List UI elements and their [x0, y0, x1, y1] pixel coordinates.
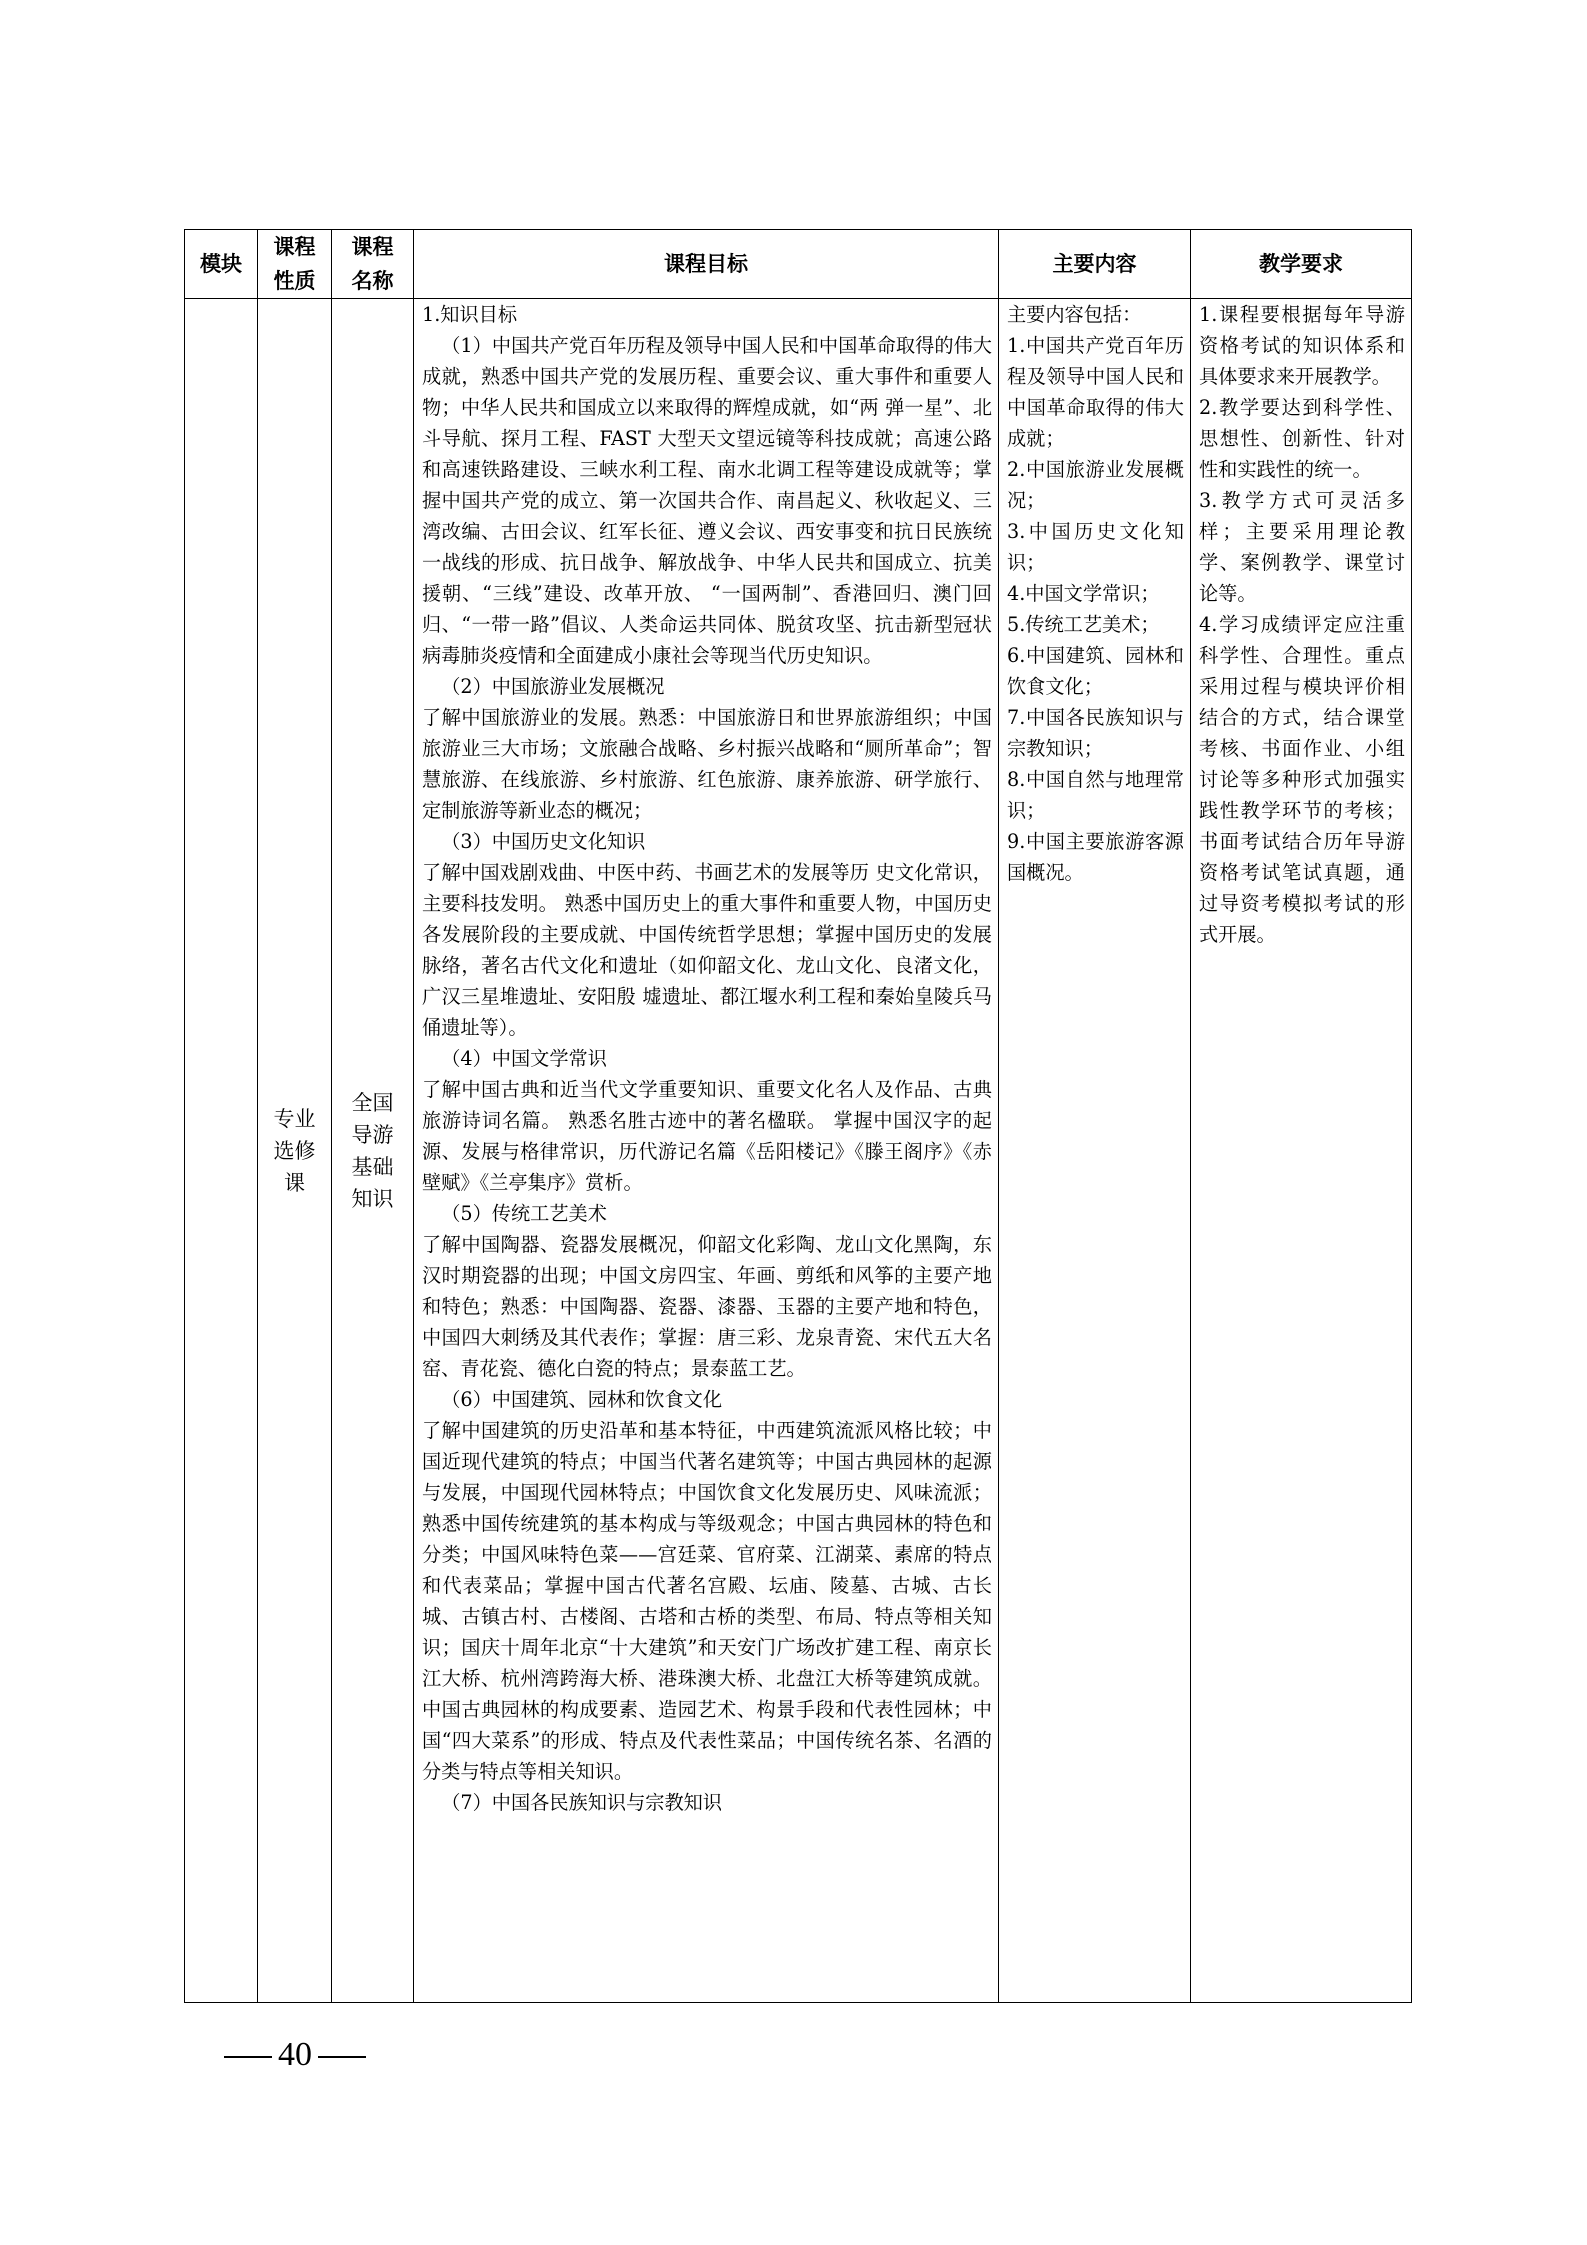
- objective-paragraph: （4）中国文学常识: [441, 1047, 607, 1070]
- objective-paragraph: 1.知识目标: [422, 303, 518, 326]
- content-item: 4.中国文学常识；: [1007, 582, 1160, 605]
- content-item: 8.中国自然与地理常识；: [1007, 768, 1184, 822]
- requirement-item: 2.教学要达到科学性、思想性、创新性、针对性和实践性的统一。: [1199, 396, 1405, 481]
- content-item: 6.中国建筑、园林和饮食文化；: [1007, 644, 1184, 698]
- requirement-item: 3.教学方式可灵活多样；主要采用理论教学、案例教学、课堂讨论等。: [1199, 489, 1405, 605]
- objective-paragraph: （3）中国历史文化知识: [441, 830, 646, 853]
- content-cell: [999, 299, 1191, 2003]
- footer-dash-left: [224, 2056, 272, 2058]
- objective-paragraph: 了解中国旅游业的发展。熟悉：中国旅游日和世界旅游组织；中国旅游业三大市场；文旅融合战略、乡村振兴战略和“厕所革命”；智慧旅游、在线旅游、乡村旅游、红色旅游、康养旅游、研学旅行、 定制旅游等新业态的概况；: [422, 706, 992, 822]
- content-item: 2.中国旅游业发展概况；: [1007, 458, 1184, 512]
- objective-paragraph: （1）中国共产党百年历程及领导中国人民和中国革命取得的伟大成就，熟悉中国共产党的发展历程、重要会议、重大事件和重要人物；中华人民共和国成立以来取得的辉煌成就，如“两 弹一星”、北斗导航、探月工程、FAST 大型天文望远镜等科技成就；高速公路和高速铁路建设、三峡水利工程、南水北调工程等建设成就等；掌握中国共产党的成立、第一次国共合作、南昌起义、秋收起义、三湾改编、古田会议、红军长征、遵义会议、西安事变和抗日民族统一战线的形成、抗日战争、解放战争、中华人民共和国成立、抗美援朝、“三线”建设、改革开放、 “一国两制”、香港回归、澳门回归、“一带一路”倡议、人类命运共同体、脱贫攻坚、抗击新型冠状病毒肺炎疫情和全面建成小康社会等现当代历史知识。: [422, 334, 992, 667]
- objective-paragraph: 了解中国古典和近当代文学重要知识、重要文化名人及作品、古典旅游诗词名篇。 熟悉名胜古迹中的著名楹联。 掌握中国汉字的起源、发展与格律常识，历代游记名篇《岳阳楼记》《滕王阁序》《赤壁赋》《兰亭集序》赏析。: [422, 1078, 992, 1194]
- course-table: [184, 229, 1412, 2003]
- table-header-row: [185, 230, 1412, 299]
- content-item: 1.中国共产党百年历程及领导中国人民和中国革命取得的伟大成就；: [1007, 334, 1184, 450]
- objective-paragraph: （6）中国建筑、园林和饮食文化: [441, 1388, 723, 1411]
- objectives-cell: [414, 299, 999, 2003]
- header-course-name: 课程名称: [332, 230, 414, 299]
- objective-paragraph: （2）中国旅游业发展概况: [441, 675, 665, 698]
- course-nature-cell: 专业选修课: [258, 299, 332, 2003]
- content-text: [1007, 299, 1184, 888]
- table-row: [185, 299, 1412, 2003]
- content-item: 主要内容包括：: [1007, 303, 1142, 326]
- requirement-item: 1.课程要根据每年导游资格考试的知识体系和具体要求来开展教学。: [1199, 303, 1405, 388]
- objective-paragraph: 了解中国戏剧戏曲、中医中药、书画艺术的发展等历 史文化常识，主要科技发明。 熟悉中国历史上的重大事件和重要人物，中国历史各发展阶段的主要成就、中国传统哲学思想；掌握中国历史的发展脉络，著名古代文化和遗址（如仰韶文化、龙山文化、良渚文化，广汉三星堆遗址、安阳殷 墟遗址、都江堰水利工程和秦始皇陵兵马俑遗址等）。: [422, 861, 992, 1039]
- footer-dash-right: [318, 2056, 366, 2058]
- header-module: 模块: [185, 230, 258, 299]
- page-number: 40: [278, 2036, 312, 2073]
- requirements-text: [1199, 299, 1405, 950]
- header-objectives: 课程目标: [414, 230, 999, 299]
- objective-paragraph: （5）传统工艺美术: [441, 1202, 607, 1225]
- content-item: 9.中国主要旅游客源国概况。: [1007, 830, 1184, 884]
- course-name-cell: 全国导游基础知识: [332, 299, 414, 2003]
- objective-paragraph: 了解中国建筑的历史沿革和基本特征，中西建筑流派风格比较；中国近现代建筑的特点；中国当代著名建筑等；中国古典园林的起源与发展，中国现代园林特点；中国饮食文化发展历史、风味流派；熟悉中国传统建筑的基本构成与等级观念；中国古典园林的特色和分类；中国风味特色菜——宫廷菜、官府菜、江湖菜、素席的特点和代表菜品；掌握中国古代著名宫殿、坛庙、陵墓、古城、古长城、古镇古村、古楼阁、古塔和古桥的类型、布局、特点等相关知识；国庆十周年北京“十大建筑”和天安门广场改扩建工程、南京长江大桥、杭州湾跨海大桥、港珠澳大桥、北盘江大桥等建筑成就。中国古典园林的构成要素、造园艺术、构景手段和代表性园林；中国“四大菜系”的形成、特点及代表性菜品；中国传统名茶、名酒的分类与特点等相关知识。: [422, 1419, 992, 1783]
- header-course-nature: 课程性质: [258, 230, 332, 299]
- module-cell: [185, 299, 258, 2003]
- content-item: 5.传统工艺美术；: [1007, 613, 1160, 636]
- content-item: 3.中国历史文化知识；: [1007, 520, 1184, 574]
- objective-paragraph: 了解中国陶器、瓷器发展概况，仰韶文化彩陶、龙山文化黑陶，东汉时期瓷器的出现；中国文房四宝、年画、剪纸和风筝的主要产地和特色；熟悉：中国陶器、瓷器、漆器、玉器的主要产地和特色，中国四大刺绣及其代表作；掌握：唐三彩、龙泉青瓷、宋代五大名窑、青花瓷、德化白瓷的特点；景泰蓝工艺。: [422, 1233, 992, 1380]
- objective-paragraph: （7）中国各民族知识与宗教知识: [441, 1791, 723, 1814]
- header-content: 主要内容: [999, 230, 1191, 299]
- requirements-cell: [1191, 299, 1412, 2003]
- header-requirements: 教学要求: [1191, 230, 1412, 299]
- page-footer: [218, 2036, 372, 2074]
- content-item: 7.中国各民族知识与宗教知识；: [1007, 706, 1184, 760]
- objectives-text: [422, 299, 992, 1818]
- requirement-item: 4.学习成绩评定应注重科学性、合理性。重点采用过程与模块评价相结合的方式，结合课堂考核、书面作业、小组讨论等多种形式加强实践性教学环节的考核；书面考试结合历年导游资格考试笔试真题，通过导资考模拟考试的形式开展。: [1199, 613, 1405, 946]
